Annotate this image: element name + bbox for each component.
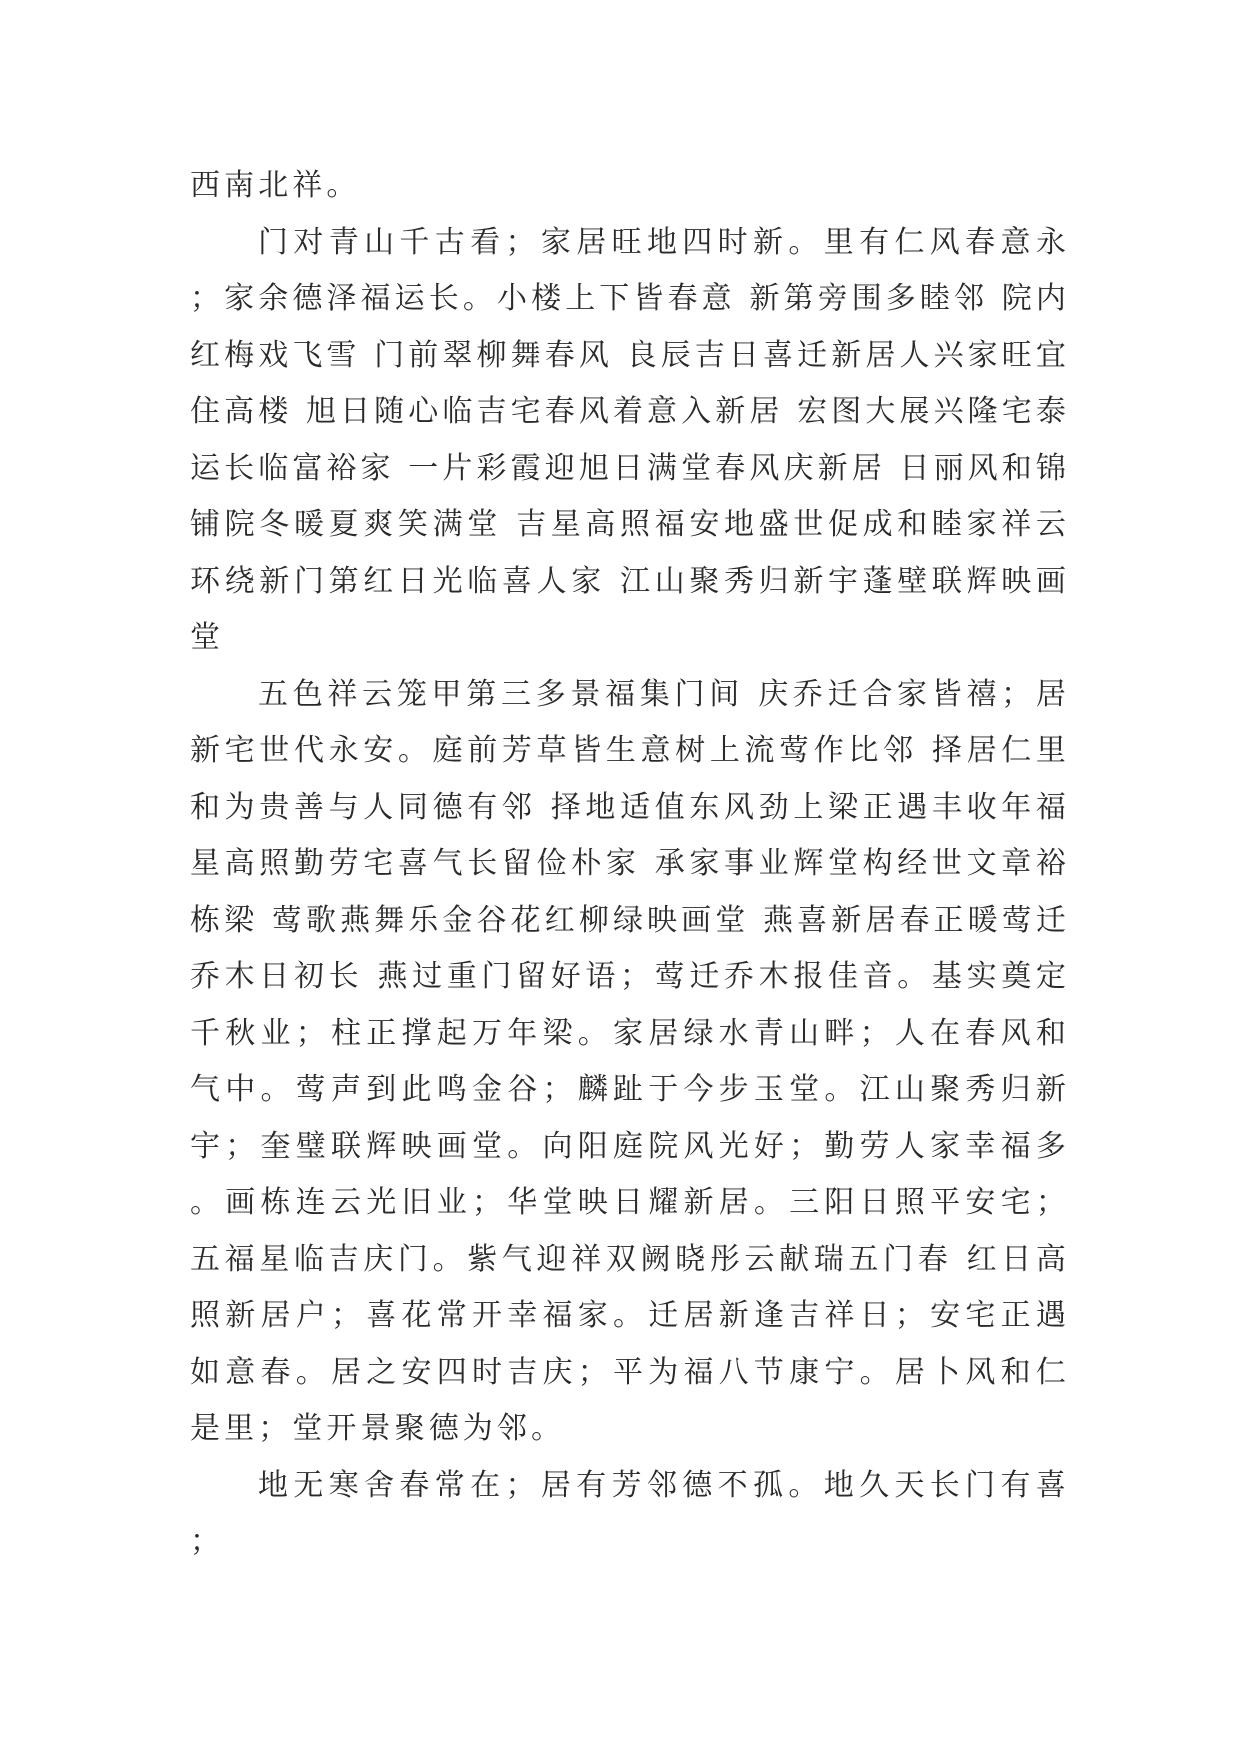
paragraph-3: 五色祥云笼甲第三多景福集门间 庆乔迁合家皆禧；居新宅世代永安。庭前芳草皆生意树上流莺作比邻 择居仁里和为贵善与人同德有邻 择地适值东风劲上梁正遇丰收年福星高照勤劳宅喜气长留俭朴家 承家事业辉堂构经世文章裕栋梁 莺歌燕舞乐金谷花红柳绿映画堂 燕喜新居春正暖莺迁乔木日初长 燕过重门留好语；莺迁乔木报佳音。基实奠定千秋业；柱正撑起万年梁。家居绿水青山畔；人在春风和气中。莺声到此鸣金谷；麟趾于今步玉堂。江山聚秀归新宇；奎璧联辉映画堂。向阳庭院风光好；勤劳人家幸福多。画栋连云光旧业；华堂映日耀新居。三阳日照平安宅；五福星临吉庆门。紫气迎祥双阙晓彤云献瑞五门春 红日高照新居户；喜花常开幸福家。迁居新逢吉祥日；安宅正遇如意春。居之安四时吉庆；平为福八节康宁。居卜风和仁是里；堂开景聚德为邻。 [190,676,1070,1446]
paragraph-2: 门对青山千古看；家居旺地四时新。里有仁风春意永；家余德泽福运长。小楼上下皆春意 新第旁围多睦邻 院内红梅戏飞雪 门前翠柳舞春风 良辰吉日喜迁新居人兴家旺宜住高楼 旭日随心临吉宅春风着意入新居 宏图大展兴隆宅泰运长临富裕家 一片彩霞迎旭日满堂春风庆新居 日丽风和锦铺院冬暖夏爽笑满堂 吉星高照福安地盛世促成和睦家祥云环绕新门第红日光临喜人家 江山聚秀归新宇蓬壁联辉映画堂 [190,224,1070,655]
paragraph-1: 西南北祥。 [190,168,361,203]
document-body [190,158,1070,1571]
paragraph-4: 地无寒舍春常在；居有芳邻德不孤。地久天长门有喜； [190,1467,1070,1559]
